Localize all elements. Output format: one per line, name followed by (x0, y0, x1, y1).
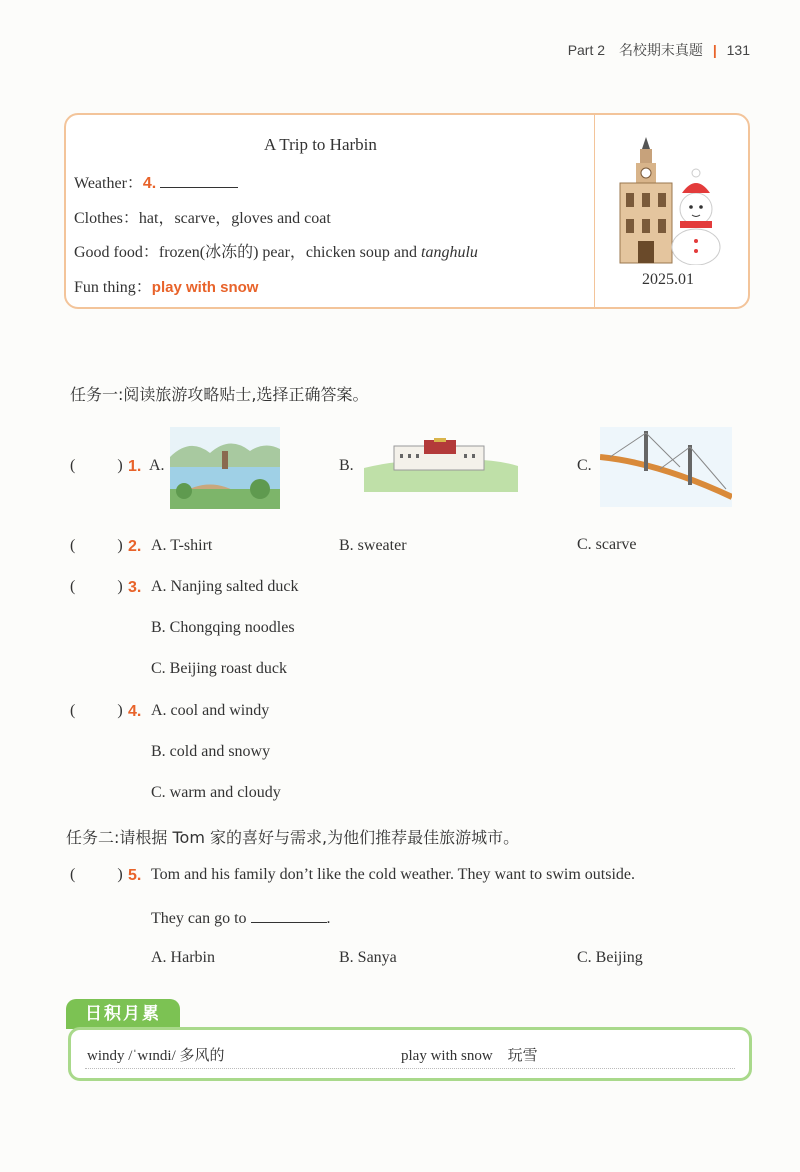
page-number: 131 (726, 42, 750, 58)
question-number-4: 4. (128, 703, 142, 720)
potala-palace-illustration (364, 438, 518, 492)
west-lake-illustration (170, 427, 280, 509)
card-title: A Trip to Harbin (264, 135, 377, 154)
option-1b-label[interactable]: B. (339, 457, 354, 474)
question-number-2: 2. (128, 538, 142, 555)
option-2b[interactable]: B. sweater (339, 537, 407, 554)
tip-dotted-line (85, 1068, 735, 1069)
food-italic: tanghulu (421, 244, 478, 261)
option-2c[interactable]: C. scarve (577, 536, 637, 553)
question-number-5: 5. (128, 867, 142, 884)
tip-word-windy: windy /ˈwɪndi/ 多风的 (87, 1048, 225, 1064)
question-number-1: 1. (128, 458, 142, 475)
option-3c[interactable]: C. Beijing roast duck (151, 660, 287, 677)
fun-line (74, 274, 258, 297)
question-5-blank[interactable] (251, 908, 327, 923)
food-text: Good food：frozen(冰冻的) pear，chicken soup and (74, 244, 422, 261)
weather-line (74, 170, 238, 193)
answer-paren-3[interactable]: ( ) (70, 578, 123, 595)
card-divider (594, 115, 595, 307)
food-line (74, 239, 478, 262)
fun-label: Fun thing： (74, 279, 152, 296)
option-5a[interactable]: A. Harbin (151, 949, 215, 966)
header-part: Part 2 (567, 42, 606, 58)
question-number-3: 3. (128, 579, 142, 596)
option-1c-label[interactable]: C. (577, 457, 592, 474)
option-4b[interactable]: B. cold and snowy (151, 743, 271, 760)
answer-paren-2[interactable]: ( ) (70, 537, 123, 554)
harbin-illustration (610, 129, 730, 265)
tip-tag: 日积月累 (66, 999, 180, 1029)
option-5c[interactable]: C. Beijing (577, 949, 643, 966)
answer-paren-1[interactable]: ( ) (70, 457, 123, 474)
question-5-text: Tom and his family don’t like the cold weather. They want to swim outside. (151, 866, 635, 883)
option-3a[interactable]: A. Nanjing salted duck (151, 578, 299, 595)
answer-paren-5[interactable]: ( ) (70, 866, 123, 883)
card-date: 2025.01 (642, 271, 694, 288)
fun-value: play with snow (151, 279, 259, 296)
weather-blank[interactable] (160, 175, 238, 188)
option-2a[interactable]: A. T-shirt (151, 537, 213, 554)
clothes-line: Clothes：hat，scarve，gloves and coat (74, 210, 331, 227)
answer-paren-4[interactable]: ( ) (70, 702, 123, 719)
option-5b[interactable]: B. Sanya (339, 949, 397, 966)
option-4a[interactable]: A. cool and windy (151, 702, 270, 719)
header-separator: | (712, 42, 717, 58)
trip-card (64, 113, 750, 309)
bridge-illustration (600, 427, 732, 507)
question-5-text2: They can go to . (151, 910, 331, 927)
option-1a-label[interactable]: A. (149, 457, 165, 474)
weather-label: Weather： (74, 175, 143, 192)
tip-box (68, 1027, 752, 1081)
weather-number: 4. (142, 175, 157, 192)
task1-heading: 任务一:阅读旅游攻略贴士,选择正确答案。 (70, 385, 369, 404)
page-header (568, 40, 750, 60)
option-3b[interactable]: B. Chongqing noodles (151, 619, 295, 636)
tip-word-play-with-snow: play with snow 玩雪 (401, 1048, 538, 1064)
option-4c[interactable]: C. warm and cloudy (151, 784, 281, 801)
header-section: 名校期末真题 (618, 43, 703, 59)
task2-heading: 任务二:请根据 Tom 家的喜好与需求,为他们推荐最佳旅游城市。 (66, 828, 520, 847)
